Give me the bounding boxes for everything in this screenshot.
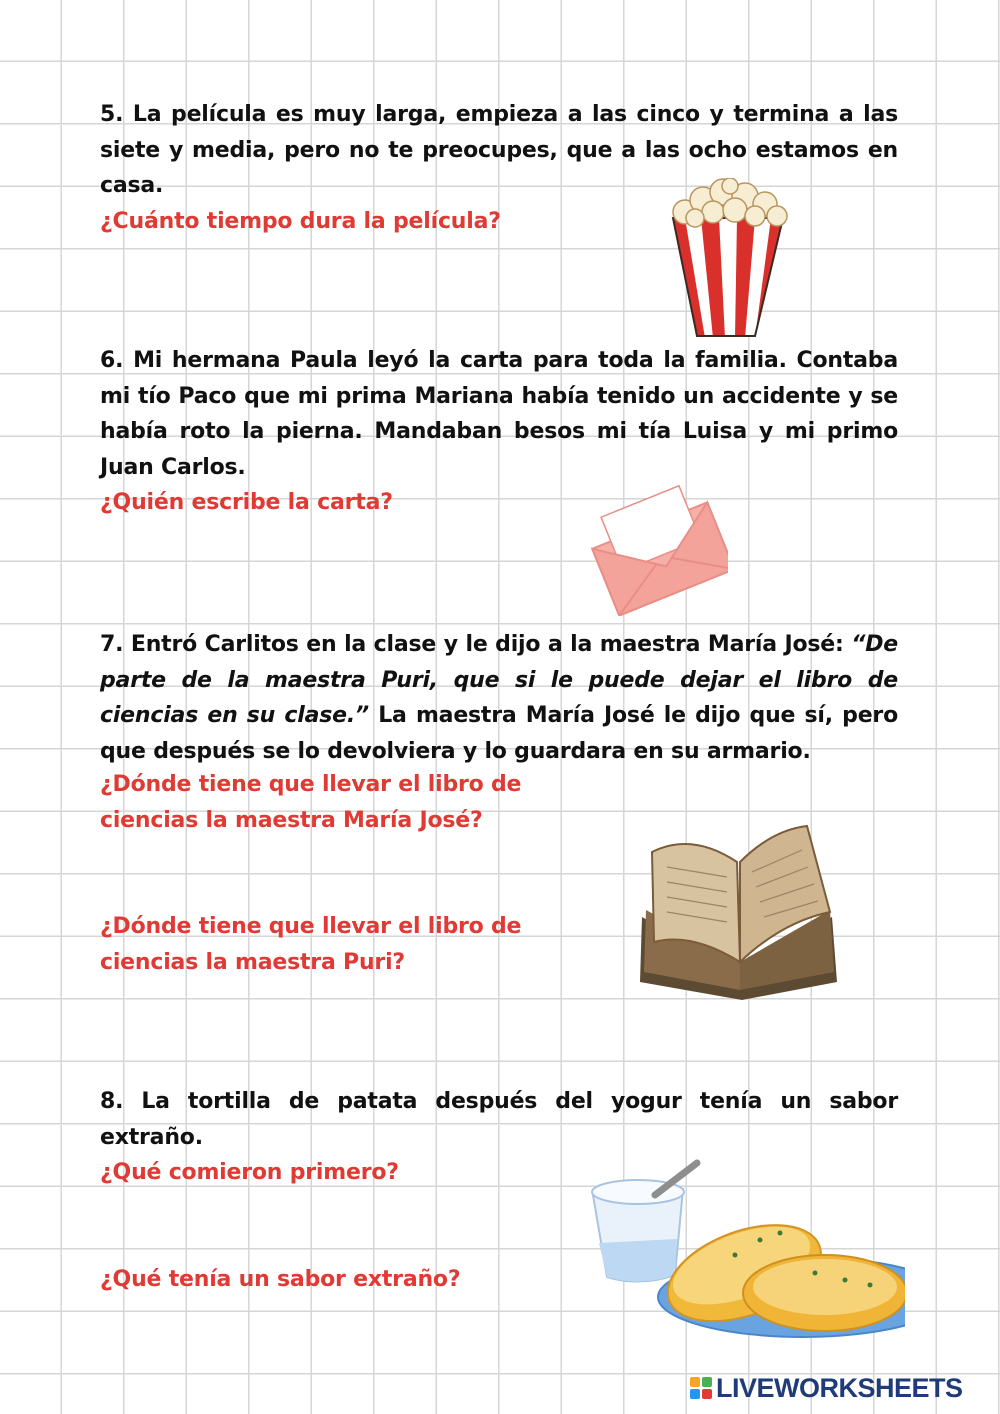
exercise-7-question-1 [100, 767, 521, 838]
exercise-7-question-2 [100, 909, 521, 980]
liveworksheets-brand [690, 1370, 963, 1406]
exercise-7-question-1-line-1: ¿Dónde tiene que llevar el libro de [100, 772, 522, 797]
open-book-icon [632, 822, 847, 1007]
envelope-icon [588, 476, 728, 616]
exercise-7-body-end: La maestra María José le dijo que sí, pero que después se lo devolviera y lo guardara en su armario. [100, 703, 898, 764]
exercise-7-quote: “De parte de la maestra Puri, que si le puede dejar el libro de ciencias en su clase.” [100, 632, 898, 728]
exercise-8-question-1: ¿Qué comieron primero? [100, 1160, 399, 1185]
exercise-5-question: ¿Cuánto tiempo dura la película? [100, 209, 501, 234]
exercise-6-question: ¿Quién escribe la carta? [100, 490, 393, 515]
brand-name: LIVEWORKSHEETS [716, 1372, 963, 1403]
exercise-7-question-1-line-2: ciencias la maestra María José? [100, 807, 483, 833]
exercise-8-question-2: ¿Qué tenía un sabor extraño? [100, 1267, 461, 1292]
exercise-7-body-start: Entró Carlitos en la clase y le dijo a la maestra María José: [130, 632, 852, 657]
exercise-6-text [100, 343, 898, 485]
exercise-7-question-2-line-1: ¿Dónde tiene que llevar el libro de [100, 914, 522, 939]
exercise-7-number: 7. [100, 632, 124, 657]
yogurt-tortilla-icon [585, 1155, 905, 1340]
exercise-7-question-2-line-2: ciencias la maestra Puri? [100, 949, 405, 975]
exercise-5-body: La película es muy larga, empieza a las cinco y termina a las siete y media, pero no te preocupes, que a las ocho estamos en casa. [100, 102, 899, 198]
exercise-8-body: La tortilla de patata después del yogur tenía un sabor extraño. [100, 1089, 898, 1150]
exercise-7-text [100, 627, 898, 769]
exercise-5-number: 5. [100, 102, 124, 127]
exercise-6-number: 6. [100, 348, 124, 373]
exercise-8-text [100, 1084, 898, 1155]
liveworksheets-logo-icon [690, 1377, 712, 1399]
exercise-8-number: 8. [100, 1089, 124, 1114]
exercise-6-body: Mi hermana Paula leyó la carta para toda la familia. Contaba mi tío Paco que mi prima Mariana había tenido un accidente y se había roto la pierna. Mandaban besos mi tía Luisa y mi primo Juan Carlos. [100, 348, 898, 480]
popcorn-icon [655, 178, 800, 338]
